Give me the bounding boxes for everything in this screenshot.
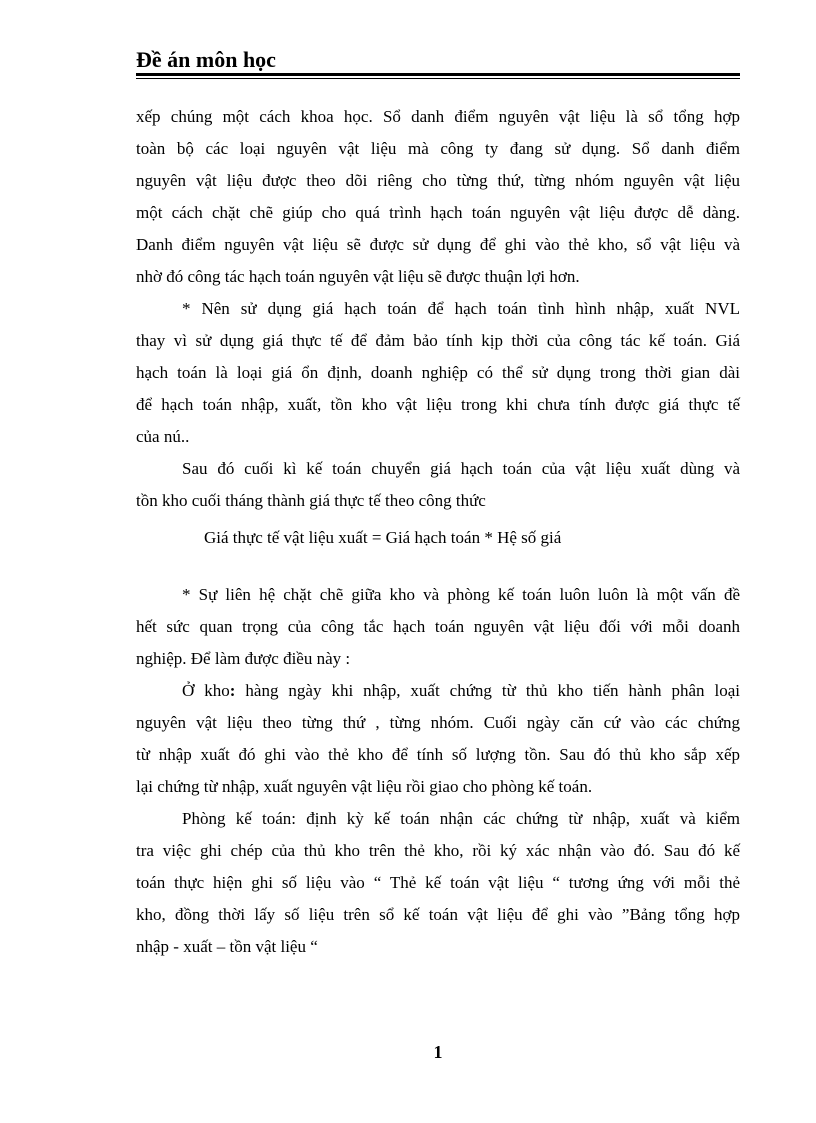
- header-rule-thin: [136, 78, 740, 79]
- text-line: một cách chặt chẽ giúp cho quá trình hạch toán nguyên vật liệu được dễ dàng.: [136, 203, 740, 222]
- text-line: nhập - xuất – tồn vật liệu “: [136, 937, 318, 956]
- text-line: để hạch toán nhập, xuất, tồn kho vật liệu trong khi chưa tính được giá thực tế: [136, 395, 740, 414]
- text-line: * Sự liên hệ chặt chẽ giữa kho và phòng kế toán luôn luôn là một vấn đề: [182, 585, 740, 604]
- document-title: Đề án môn học: [136, 47, 276, 72]
- document-body: [136, 101, 740, 963]
- text-line: Danh điểm nguyên vật liệu sẽ được sử dụng để ghi vào thẻ kho, sổ vật liệu và: [136, 235, 740, 254]
- lead-term: Ở kho: [182, 681, 230, 700]
- text-line: nghiệp. Để làm được điều này :: [136, 649, 351, 668]
- lead-colon: :: [229, 681, 236, 700]
- text-line: hết sức quan trọng của công tắc hạch toán nguyên vật liệu đối với mỗi doanh: [136, 617, 740, 636]
- text-line: thay vì sử dụng giá thực tế để đảm bảo tính kịp thời của công tác kế toán. Giá: [136, 331, 740, 350]
- text-line: nhờ đó công tác hạch toán nguyên vật liệu sẽ được thuận lợi hơn.: [136, 267, 580, 286]
- text-line: Sau đó cuối kì kế toán chuyển giá hạch toán của vật liệu xuất dùng và: [182, 459, 740, 478]
- text-line: xếp chúng một cách khoa học. Sổ danh điểm nguyên vật liệu là sổ tổng hợp: [136, 107, 740, 126]
- text-line: [136, 675, 740, 707]
- text-line: tra việc ghi chép của thủ kho trên thẻ kho, rồi ký xác nhận vào đó. Sau đó kế: [136, 841, 740, 860]
- page-number: 1: [433, 1042, 443, 1062]
- text-line: kho, đồng thời lấy số liệu trên sổ kế toán vật liệu để ghi vào ”Bảng tổng hợp: [136, 905, 740, 924]
- text-fragment: hàng ngày khi nhập, xuất chứng từ thủ kho tiến hành phân loại: [235, 681, 741, 700]
- paragraph-at-warehouse: [136, 675, 740, 803]
- text-line: tồn kho cuối tháng thành giá thực tế theo công thức: [136, 491, 486, 510]
- text-line: Phòng kế toán: định kỳ kế toán nhận các chứng từ nhập, xuất và kiểm: [182, 809, 740, 828]
- text-line: nguyên vật liệu theo từng thứ , từng nhóm. Cuối ngày căn cứ vào các chứng: [136, 713, 740, 732]
- paragraph-period-end: [136, 453, 740, 517]
- paragraph-accounting-price: [136, 293, 740, 453]
- text-line: toán thực hiện ghi số liệu vào “ Thẻ kế toán vật liệu “ tương ứng với mỗi thẻ: [136, 873, 740, 892]
- text-line: nguyên vật liệu được theo dõi riêng cho từng thứ, từng nhóm nguyên vật liệu: [136, 171, 740, 190]
- text-line: toàn bộ các loại nguyên vật liệu mà công ty đang sử dụng. Sổ danh điểm: [136, 139, 740, 158]
- paragraph-material-catalog: [136, 101, 740, 293]
- text-line: của nú..: [136, 427, 190, 446]
- header-rule-thick: [136, 73, 740, 76]
- text-line: * Nên sử dụng giá hạch toán để hạch toán tình hình nhập, xuất NVL: [182, 299, 740, 318]
- text-line: hạch toán là loại giá ổn định, doanh nghiệp có thể sử dụng trong thời gian dài: [136, 363, 740, 382]
- paragraph-warehouse-relation: [136, 579, 740, 675]
- paragraph-accounting-room: [136, 803, 740, 963]
- page-header: [136, 47, 740, 79]
- text-line: từ nhập xuất đó ghi vào thẻ kho để tính số lượng tồn. Sau đó thủ kho sắp xếp: [136, 745, 740, 764]
- text-line: lại chứng từ nhập, xuất nguyên vật liệu rồi giao cho phòng kế toán.: [136, 777, 593, 796]
- formula: Giá thực tế vật liệu xuất = Giá hạch toán * Hệ số giá: [204, 528, 562, 547]
